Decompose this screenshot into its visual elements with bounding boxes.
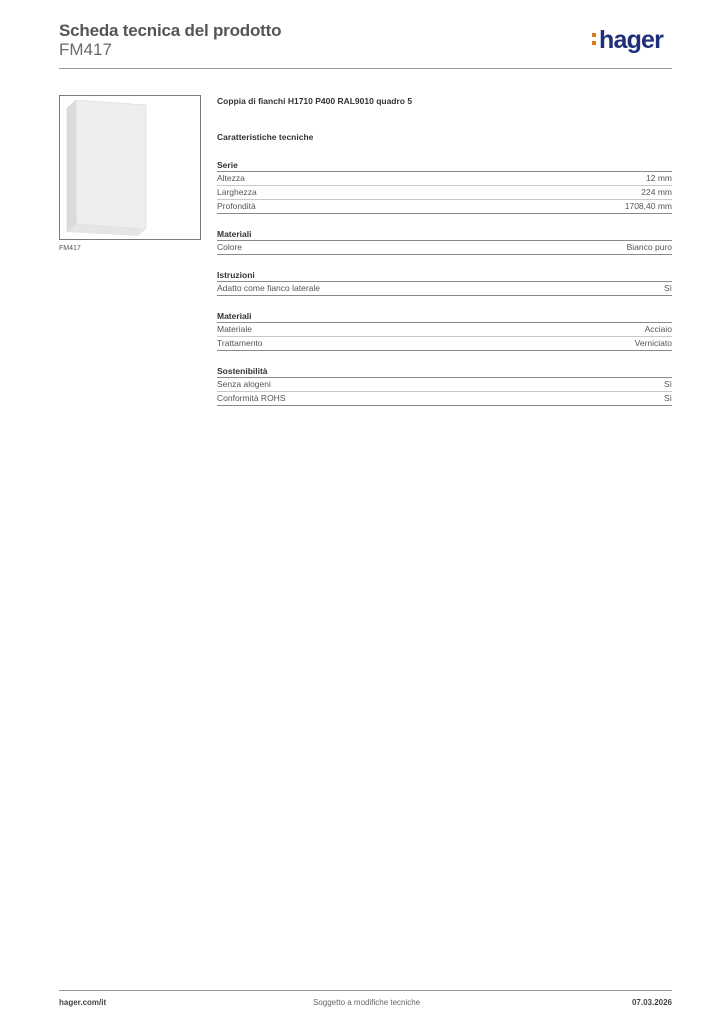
- spec-row: [217, 378, 672, 392]
- section-title: Materiali: [217, 228, 672, 241]
- spec-label: Colore: [217, 242, 243, 252]
- footer-date: 07.03.2026: [631, 998, 672, 1007]
- spec-row: [217, 323, 672, 337]
- spec-label: Conformità ROHS: [217, 393, 286, 403]
- section-title: Materiali: [217, 310, 672, 323]
- specs-heading: Caratteristiche tecniche: [217, 132, 314, 142]
- spec-row: [217, 392, 672, 406]
- spec-value: Bianco puro: [626, 242, 672, 252]
- spec-section-materiali: [217, 228, 672, 255]
- spec-label: Larghezza: [217, 187, 257, 197]
- spec-content: [217, 95, 672, 406]
- page-title: Scheda tecnica del prodotto: [59, 21, 282, 40]
- spec-row: [217, 282, 672, 296]
- spec-label: Altezza: [217, 173, 245, 183]
- hager-logo: [592, 28, 663, 53]
- footer-website-link[interactable]: hager.com/it: [59, 998, 107, 1007]
- spec-row: [217, 172, 672, 186]
- spec-value: Acciaio: [644, 324, 672, 334]
- spec-label: Trattamento: [217, 338, 263, 348]
- spec-value: Verniciato: [634, 338, 672, 348]
- section-title: Serie: [217, 159, 672, 172]
- spec-section-serie: [217, 159, 672, 214]
- product-title: Coppia di fianchi H1710 P400 RAL9010 quadro 5: [217, 96, 413, 106]
- spec-value: 12 mm: [646, 173, 672, 183]
- spec-section-materiali-2: [217, 310, 672, 351]
- spec-row: [217, 337, 672, 351]
- product-code: FM417: [59, 40, 112, 59]
- logo-dots-icon: [592, 32, 597, 47]
- spec-section-istruzioni: [217, 269, 672, 296]
- spec-label: Adatto come fianco laterale: [217, 283, 321, 293]
- spec-value: Sì: [663, 379, 672, 389]
- spec-row: [217, 200, 672, 214]
- image-caption: FM417: [59, 245, 81, 252]
- logo-text: hager: [599, 26, 664, 54]
- footer-note: Soggetto a modifiche tecniche: [313, 998, 421, 1007]
- spec-value: 1708,40 mm: [624, 201, 672, 211]
- section-title: Sostenibilità: [217, 365, 672, 378]
- spec-label: Materiale: [217, 324, 252, 334]
- spec-row: [217, 186, 672, 200]
- spec-value: Sì: [663, 283, 672, 293]
- spec-section-sostenibilita: [217, 365, 672, 406]
- section-title: Istruzioni: [217, 269, 672, 282]
- spec-label: Profondità: [217, 201, 256, 211]
- spec-label: Senza alogeni: [217, 379, 271, 389]
- spec-value: Sì: [663, 393, 672, 403]
- spec-row: [217, 241, 672, 255]
- footer-divider: [59, 990, 672, 991]
- spec-value: 224 mm: [641, 187, 672, 197]
- side-panel-image: [62, 100, 200, 238]
- header-divider: [59, 68, 672, 69]
